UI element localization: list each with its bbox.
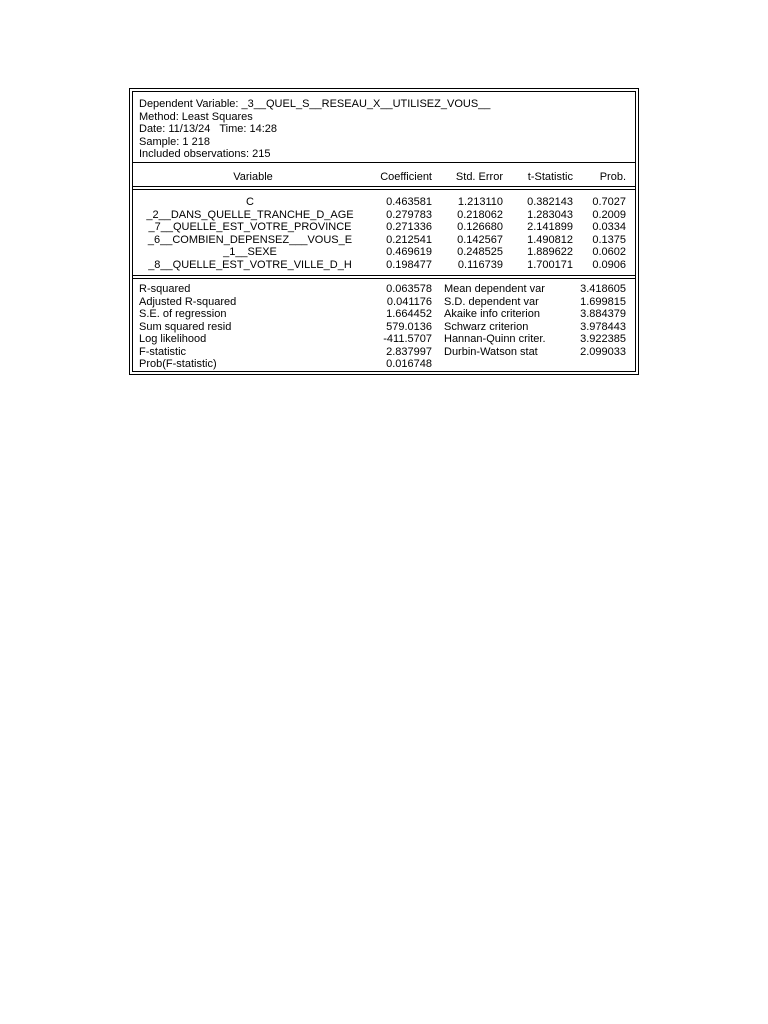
column-header-variable: Variable (233, 171, 273, 183)
stat-label: Log likelihood (139, 333, 207, 345)
stat-value: 579.0136 (386, 320, 432, 333)
stat-label: R-squared (139, 283, 191, 295)
stat-value: 1.699815 (580, 295, 626, 308)
row-std-error: 0.142567 (457, 233, 503, 246)
stat-label: S.D. dependent var (444, 295, 539, 308)
stat-label: Adjusted R-squared (139, 295, 237, 308)
row-coefficient: 0.463581 (386, 196, 432, 208)
column-header-prob: Prob. (599, 171, 626, 183)
stat-value: 3.884379 (580, 308, 626, 320)
row-std-error: 0.116739 (457, 258, 503, 271)
stat-value: 3.978443 (580, 320, 626, 333)
divider-header-double-2 (133, 189, 635, 190)
row-prob: 0.7027 (592, 196, 626, 208)
row-std-error: 0.218062 (457, 208, 503, 221)
method-line: Method: Least Squares (139, 110, 253, 123)
row-t-statistic: 1.700171 (527, 258, 573, 271)
row-prob: 0.0334 (592, 221, 626, 233)
row-variable: _8__QUELLE_EST_VOTRE_VILLE_D_H (148, 258, 352, 271)
divider-top (133, 162, 635, 163)
row-coefficient: 0.212541 (386, 233, 432, 246)
row-variable: C (246, 196, 254, 208)
row-variable: _7__QUELLE_EST_VOTRE_PROVINCE (148, 221, 352, 233)
column-header-std-error: Std. Error (455, 171, 503, 183)
date-time-line: Date: 11/13/24 Time: 14:28 (139, 123, 277, 135)
regression-output-table (132, 91, 636, 372)
row-t-statistic: 2.141899 (527, 221, 573, 233)
row-variable: _6__COMBIEN_DEPENSEZ___VOUS_E (147, 233, 353, 246)
stat-label: Durbin-Watson stat (444, 345, 538, 358)
row-coefficient: 0.279783 (386, 208, 432, 221)
sample-line: Sample: 1 218 (139, 135, 210, 148)
regression-output-frame (129, 88, 639, 375)
row-prob: 0.0906 (592, 258, 626, 271)
estimation-header (139, 98, 490, 161)
stat-label: Akaike info criterion (444, 308, 540, 320)
row-prob: 0.1375 (592, 233, 626, 246)
row-std-error: 0.126680 (457, 221, 503, 233)
stat-label: Mean dependent var (444, 283, 545, 295)
stat-value: 0.041176 (386, 295, 432, 308)
row-coefficient: 0.271336 (386, 221, 432, 233)
stat-label: Prob(F-statistic) (139, 358, 217, 370)
column-header-coefficient: Coefficient (380, 171, 432, 183)
stat-value: 0.063578 (386, 283, 432, 295)
row-std-error: 0.248525 (457, 246, 503, 258)
column-header-t-statistic: t-Statistic (527, 171, 573, 183)
stat-label: F-statistic (139, 345, 187, 358)
row-t-statistic: 1.283043 (527, 208, 573, 221)
stat-value: 2.099033 (580, 345, 626, 358)
stat-label: Schwarz criterion (444, 320, 529, 333)
stat-value: -411.5707 (383, 333, 432, 345)
row-coefficient: 0.198477 (386, 258, 432, 271)
divider-header-double-1 (133, 186, 635, 187)
row-prob: 0.2009 (592, 208, 626, 221)
row-std-error: 1.213110 (457, 196, 503, 208)
row-t-statistic: 0.382143 (527, 196, 573, 208)
stat-value: 2.837997 (386, 345, 432, 358)
row-prob: 0.0602 (592, 246, 626, 258)
row-t-statistic: 1.490812 (527, 233, 573, 246)
stat-label: Sum squared resid (139, 320, 232, 333)
row-coefficient: 0.469619 (386, 246, 432, 258)
stat-value: 1.664452 (386, 308, 432, 320)
observations-line: Included observations: 215 (139, 148, 271, 160)
stat-value: 0.016748 (386, 358, 432, 370)
dependent-variable-line: Dependent Variable: _3__QUEL_S__RESEAU_X__UTILISEZ_VOUS__ (139, 98, 491, 110)
stat-label: S.E. of regression (139, 308, 227, 320)
stat-value: 3.922385 (580, 333, 626, 345)
row-variable: _1__SEXE (223, 246, 277, 258)
divider-middle-double-2 (133, 278, 635, 279)
row-variable: _2__DANS_QUELLE_TRANCHE_D_AGE (146, 208, 354, 221)
stat-label: Hannan-Quinn criter. (444, 333, 546, 345)
row-t-statistic: 1.889622 (527, 246, 573, 258)
stat-value: 3.418605 (580, 283, 626, 295)
divider-middle-double-1 (133, 275, 635, 276)
